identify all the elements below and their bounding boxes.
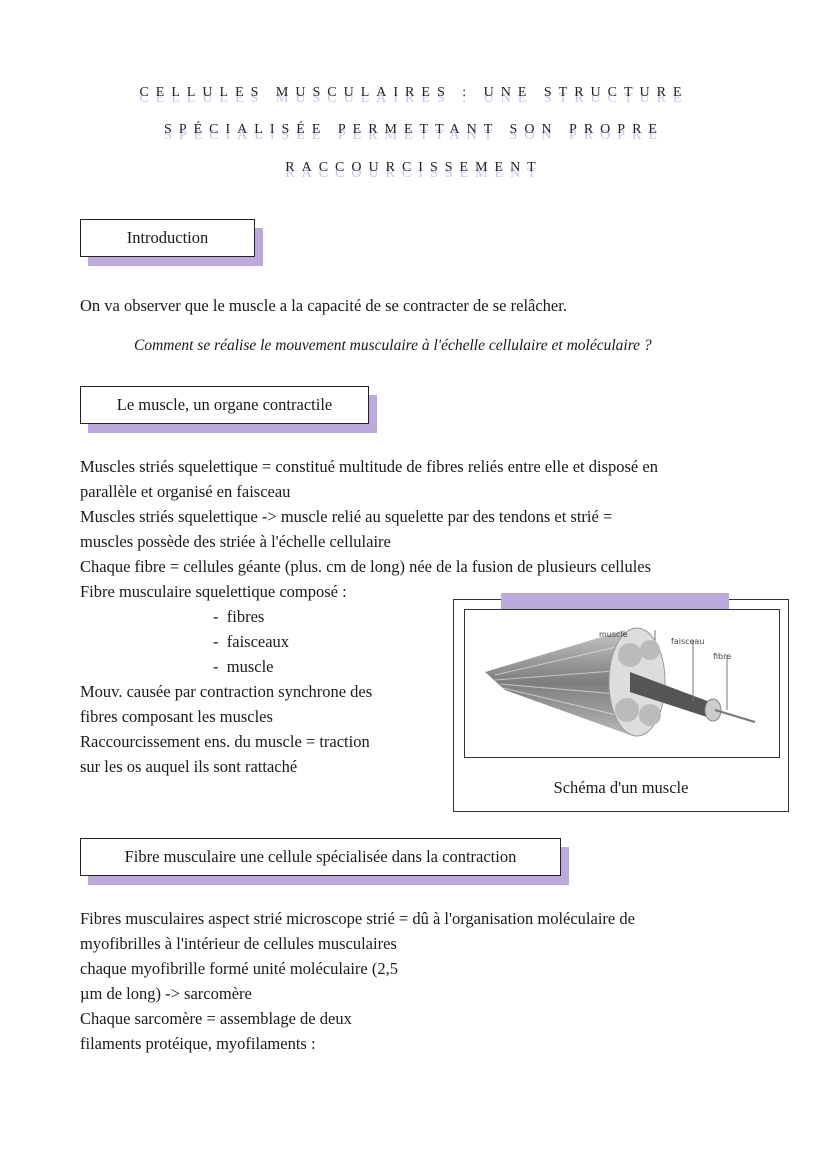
label-fibre: fibre <box>713 652 732 661</box>
text-line: Fibres musculaires aspect strié microscope strié = dû à l'organisation moléculaire de <box>80 909 635 928</box>
list-item: - fibres <box>213 607 265 626</box>
paragraph: On va observer que le muscle a la capacité de se contracter de se relâcher. <box>80 296 567 315</box>
muscle-diagram <box>464 609 780 758</box>
text-line: chaque myofibrille formé unité moléculaire (2,5 <box>80 959 398 978</box>
section-heading-fibre: Fibre musculaire une cellule spécialisée dans la contraction <box>80 838 561 876</box>
text-line: Fibre musculaire squelettique composé : <box>80 582 347 601</box>
text-line: Muscles striés squelettique -> muscle relié au squelette par des tendons et strié = <box>80 507 613 526</box>
label-faisceau: faisceau <box>671 637 705 646</box>
text-line: sur les os auquel ils sont rattaché <box>80 757 298 776</box>
title-line-3: RACCOURCISSEMENT <box>285 160 543 175</box>
text-line: Chaque fibre = cellules géante (plus. cm de long) née de la fusion de plusieurs cellules <box>80 557 652 576</box>
muscle-figure <box>453 599 789 812</box>
text-line: myofibrilles à l'intérieur de cellules musculaires <box>80 934 397 953</box>
question: Comment se réalise le mouvement musculaire à l'échelle cellulaire et moléculaire ? <box>134 337 652 354</box>
text-line: Chaque sarcomère = assemblage de deux <box>80 1009 352 1028</box>
text-line: filaments protéique, myofilaments : <box>80 1034 316 1053</box>
text-line: µm de long) -> sarcomère <box>80 984 252 1003</box>
list-item: - muscle <box>213 657 274 676</box>
text-line: parallèle et organisé en faisceau <box>80 482 291 501</box>
figure-caption: Schéma d'un muscle <box>553 778 689 797</box>
text-line: Raccourcissement ens. du muscle = traction <box>80 732 370 751</box>
text-line: Muscles striés squelettique = constitué multitude de fibres reliés entre elle et disposé en <box>80 457 658 476</box>
label-muscle: muscle <box>599 630 628 639</box>
text-line: fibres composant les muscles <box>80 707 273 726</box>
section-heading-introduction: Introduction <box>80 219 255 257</box>
title-line-1: CELLULES MUSCULAIRES : UNE STRUCTURE <box>139 85 689 100</box>
list-item: - faisceaux <box>213 632 290 651</box>
text-line: muscles possède des striée à l'échelle cellulaire <box>80 532 391 551</box>
text-line: Mouv. causée par contraction synchrone des <box>80 682 373 701</box>
section-heading-muscle: Le muscle, un organe contractile <box>80 386 369 424</box>
title-line-2: SPÉCIALISÉE PERMETTANT SON PROPRE <box>164 122 664 137</box>
